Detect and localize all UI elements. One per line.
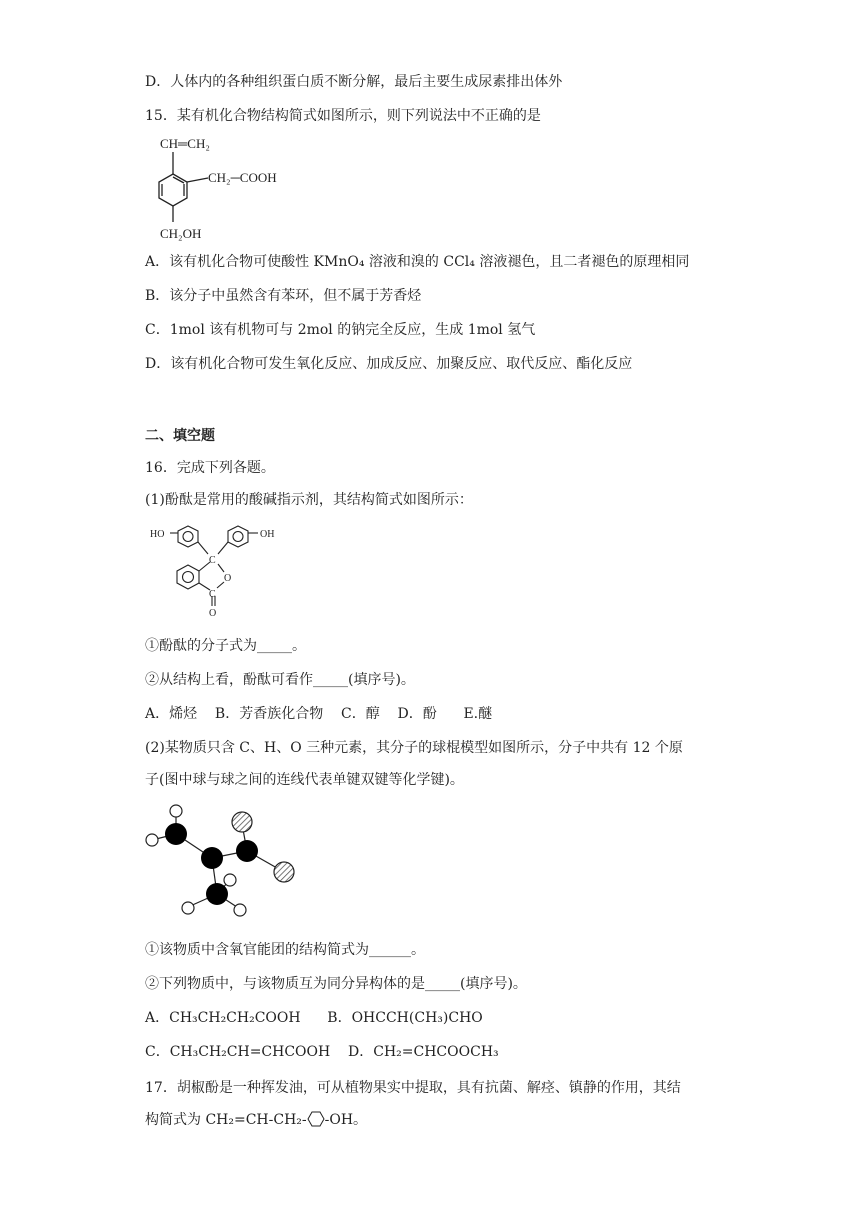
q16-2-sub2: ②下列物质中，与该物质互为同分异构体的是_____(填序号)。	[145, 976, 527, 992]
hydrogen-atom	[170, 805, 182, 817]
option-d-q15: D．该有机化合物可发生氧化反应、加成反应、加聚反应、取代反应、酯化反应	[145, 356, 633, 372]
oxygen-atom	[274, 862, 294, 882]
carbon-atom	[206, 883, 228, 905]
formula-prefix: 构简式为 CH₂=CH-CH₂-	[145, 1112, 307, 1128]
structure-q15	[140, 132, 300, 244]
option-d-q14: D．人体内的各种组织蛋白质不断分解，最后主要生成尿素排出体外	[145, 74, 563, 90]
oxygen-atom	[232, 812, 252, 832]
phenolphthalein-structure	[148, 520, 288, 624]
acetic-label: CH₂─COOH	[208, 170, 277, 185]
central-carbon-label: C	[209, 555, 216, 566]
section-heading: 二、填空题	[145, 428, 215, 444]
q16-2-options-ab: A．CH₃CH₂CH₂COOH B．OHCCH(CH₃)CHO	[145, 1010, 483, 1026]
carbon-atom	[236, 840, 258, 862]
question-17-line2	[145, 1110, 367, 1130]
question-17-line1: 17．胡椒酚是一种挥发油，可从植物果实中提取，具有抗菌、解痉、镇静的作用，其结	[145, 1080, 681, 1096]
formula-suffix: -OH。	[324, 1112, 368, 1128]
ho-left-label: HO	[150, 529, 165, 540]
carbon-atom	[201, 847, 223, 869]
oh-right-label: OH	[260, 529, 275, 540]
q16-part2-line2: 子(图中球与球之间的连线代表单键双键等化学键)。	[145, 772, 464, 788]
hydrogen-atom	[234, 904, 246, 916]
q16-1-options: A．烯烃 B．芳香族化合物 C．醇 D．酚 E.醚	[145, 706, 493, 722]
hydroxymethyl-label: CH₂OH	[160, 226, 202, 241]
hydrogen-atom	[146, 834, 158, 846]
ring-oxygen-label: O	[224, 573, 232, 584]
hydrogen-atom	[224, 874, 236, 886]
carbonyl-oxygen-label: O	[209, 608, 217, 619]
q16-part2-line1: (2)某物质只含 C、H、O 三种元素，其分子的球棍模型如图所示，分子中共有 12 个原	[145, 740, 683, 756]
benzene-ring-icon	[307, 1111, 325, 1127]
carbonyl-carbon-label: C	[209, 589, 216, 600]
q16-2-sub1: ①该物质中含氧官能团的结构简式为______。	[145, 942, 425, 958]
carbon-atom	[165, 823, 187, 845]
q16-1-sub2: ②从结构上看，酚酞可看作_____(填序号)。	[145, 672, 415, 688]
q16-part1: (1)酚酞是常用的酸碱指示剂，其结构简式如图所示：	[145, 492, 473, 508]
vinyl-label: CH═CH₂	[160, 136, 210, 151]
hydrogen-atom	[182, 902, 194, 914]
q16-2-options-cd: C．CH₃CH₂CH=CHCOOH D．CH₂=CHCOOCH₃	[145, 1044, 499, 1060]
ball-stick-model	[140, 800, 310, 925]
question-16: 16．完成下列各题。	[145, 460, 275, 476]
option-b-q15: B．该分子中虽然含有苯环，但不属于芳香烃	[145, 288, 422, 304]
option-a-q15: A．该有机化合物可使酸性 KMnO₄ 溶液和溴的 CCl₄ 溶液褪色，且二者褪色的原理相同	[145, 254, 690, 270]
question-15: 15．某有机化合物结构简式如图所示，则下列说法中不正确的是	[145, 108, 541, 124]
q16-1-sub1: ①酚酞的分子式为_____。	[145, 638, 306, 654]
option-c-q15: C．1mol 该有机物可与 2mol 的钠完全反应，生成 1mol 氢气	[145, 322, 536, 338]
